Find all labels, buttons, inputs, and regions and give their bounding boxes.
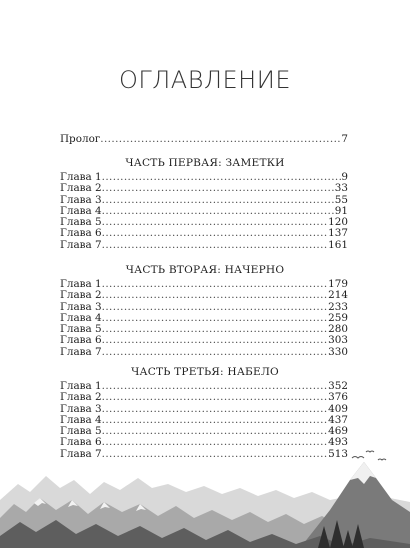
part-1-chapters xyxy=(60,172,348,251)
toc-entry-page: 9 xyxy=(341,171,348,183)
toc-entry[interactable] xyxy=(60,302,348,313)
toc-entry-label: Глава 3 xyxy=(60,193,102,206)
toc-entry[interactable] xyxy=(60,324,348,335)
toc-entry[interactable] xyxy=(60,404,348,415)
toc-entry[interactable] xyxy=(60,392,348,403)
dot-leader xyxy=(102,426,329,437)
toc-entry-page: 330 xyxy=(328,345,348,358)
toc-entry[interactable] xyxy=(60,172,348,183)
toc-entry[interactable] xyxy=(60,290,348,301)
toc-entry[interactable] xyxy=(60,279,348,290)
dot-leader xyxy=(102,335,329,346)
toc-entry-label: Пролог xyxy=(60,133,101,145)
toc-entry-page: 120 xyxy=(328,216,348,229)
dot-leader xyxy=(102,195,335,206)
toc-entry-label: Глава 1 xyxy=(60,278,102,290)
toc-entry-label: Глава 7 xyxy=(60,447,102,460)
page-title: ОГЛАВЛЕНИЕ xyxy=(119,66,291,94)
toc-entry-label: Глава 1 xyxy=(60,380,102,392)
dot-leader xyxy=(102,217,329,228)
toc-entry-label: Глава 2 xyxy=(60,289,102,302)
toc-entry[interactable] xyxy=(60,206,348,217)
toc-entry[interactable] xyxy=(60,347,348,358)
toc-entry-page: 259 xyxy=(328,311,348,324)
bird-icons xyxy=(352,451,386,460)
toc-entry-label: Глава 2 xyxy=(60,391,102,404)
toc-entry-label: Глава 4 xyxy=(60,311,102,324)
toc-entry[interactable] xyxy=(60,381,348,392)
toc-entry-label: Глава 6 xyxy=(60,227,102,240)
toc-entry[interactable] xyxy=(60,335,348,346)
part-2-heading: ЧАСТЬ ВТОРАЯ: НАЧЕРНО xyxy=(125,264,285,276)
toc-entry-label: Глава 6 xyxy=(60,436,102,449)
toc-entry-label: Глава 5 xyxy=(60,216,102,229)
part-1-heading: ЧАСТЬ ПЕРВАЯ: ЗАМЕТКИ xyxy=(125,157,285,169)
toc-entry-page: 161 xyxy=(328,238,348,251)
dot-leader xyxy=(102,392,329,403)
mountain-landscape-illustration xyxy=(0,440,410,548)
toc-entry-label: Глава 3 xyxy=(60,300,102,313)
toc-entry-label: Глава 1 xyxy=(60,171,102,183)
toc-entry[interactable] xyxy=(60,426,348,437)
toc-entry-page: 137 xyxy=(328,227,348,240)
dot-leader xyxy=(100,134,341,145)
toc-entry-page: 513 xyxy=(328,447,348,460)
dot-leader xyxy=(102,404,329,415)
toc-entry-label: Глава 7 xyxy=(60,238,102,251)
toc-entry-label: Глава 5 xyxy=(60,323,102,336)
dot-leader xyxy=(102,279,329,290)
part-2-chapters xyxy=(60,279,348,358)
toc-entry-page: 233 xyxy=(328,300,348,313)
toc-entry-page: 91 xyxy=(334,204,348,217)
toc-entry-page: 352 xyxy=(328,380,348,392)
dot-leader xyxy=(102,172,342,183)
dot-leader xyxy=(102,206,335,217)
toc-entry[interactable] xyxy=(60,415,348,426)
toc-entry-page: 469 xyxy=(328,425,348,438)
toc-entry-label: Глава 4 xyxy=(60,413,102,426)
toc-entry[interactable] xyxy=(60,217,348,228)
toc-entry-page: 179 xyxy=(328,278,348,290)
toc-entry-page: 437 xyxy=(328,413,348,426)
toc-entry-prologue[interactable] xyxy=(60,134,348,145)
toc-entry-page: 55 xyxy=(334,193,348,206)
toc-entry[interactable] xyxy=(60,183,348,194)
dot-leader xyxy=(102,381,329,392)
toc-prologue xyxy=(60,134,348,145)
toc-entry[interactable] xyxy=(60,313,348,324)
dot-leader xyxy=(102,324,329,335)
toc-entry-label: Глава 3 xyxy=(60,402,102,415)
toc-entry[interactable] xyxy=(60,195,348,206)
toc-entry[interactable] xyxy=(60,240,348,251)
dot-leader xyxy=(102,290,329,301)
toc-entry-label: Глава 4 xyxy=(60,204,102,217)
dot-leader xyxy=(102,228,329,239)
toc-entry-label: Глава 7 xyxy=(60,345,102,358)
dot-leader xyxy=(102,240,329,251)
toc-entry[interactable] xyxy=(60,228,348,239)
toc-entry-label: Глава 6 xyxy=(60,334,102,347)
toc-entry-page: 303 xyxy=(328,334,348,347)
toc-entry-page: 409 xyxy=(328,402,348,415)
toc-entry-label: Глава 5 xyxy=(60,425,102,438)
toc-entry-page: 376 xyxy=(328,391,348,404)
dot-leader xyxy=(102,347,329,358)
part-3-heading: ЧАСТЬ ТРЕТЬЯ: НАБЕЛО xyxy=(131,366,279,378)
dot-leader xyxy=(102,415,329,426)
dot-leader xyxy=(102,313,329,324)
toc-entry-page: 493 xyxy=(328,436,348,449)
dot-leader xyxy=(102,302,329,313)
toc-entry-page: 7 xyxy=(341,133,348,145)
toc-entry-page: 214 xyxy=(328,289,348,302)
dot-leader xyxy=(102,183,335,194)
toc-entry-page: 33 xyxy=(334,182,348,195)
toc-entry-label: Глава 2 xyxy=(60,182,102,195)
toc-entry-page: 280 xyxy=(328,323,348,336)
